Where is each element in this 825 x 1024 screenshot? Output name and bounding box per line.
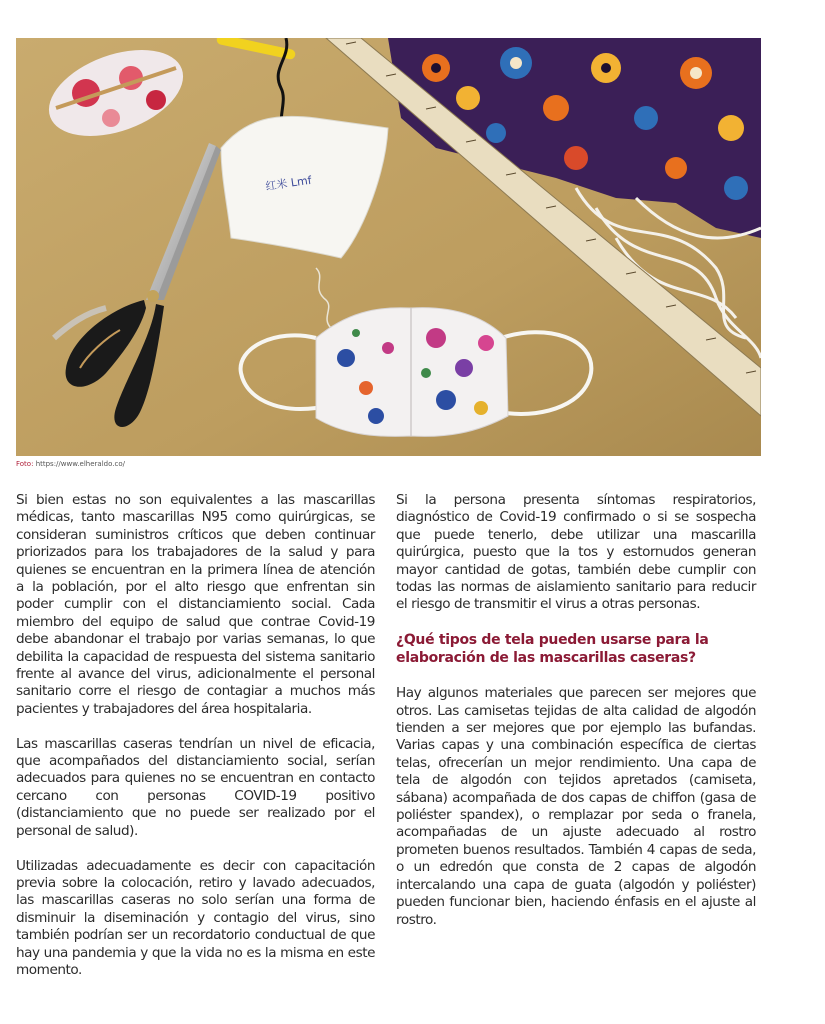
caption-source: https://www.elheraldo.co/	[35, 460, 125, 468]
right-column	[396, 492, 756, 946]
left-column	[16, 492, 375, 997]
section-heading: ¿Qué tipos de tela pueden usarse para la elaboración de las mascarillas caseras?	[396, 632, 709, 667]
photo-caption	[16, 460, 125, 468]
caption-label: Foto:	[16, 460, 34, 468]
paragraph: Si bien estas no son equivalentes a las mascarillas médicas, tanto mascarillas N95 como quirúrgicas, se consideran suministros críticos que deben continuar priorizados para los trabajadores de la salud y para quienes se encuentran en la primera línea de atención a la población, por el alto riesgo que enfrentan sin poder cumplir con el distanciamiento social. Cada miembro del equipo de salud que contrae Covid-19 debe abandonar el trabajo por varias semanas, lo que debilita la capacidad de respuesta del sistema sanitario frente al avance del virus, adicionalmente el personal sanitario corre el riesgo de contagiar a muchos más pacientes y trabajadores del área hospitalaria.	[16, 492, 375, 717]
paragraph: Las mascarillas caseras tendrían un nivel de eficacia, que acompañados del distanciamiento social, serían adecuados para quienes no se encuentran en contacto cercano con personas COVID-19 positivo (distanciamiento que no puede ser realizado por el personal de salud).	[16, 735, 375, 839]
pattern-handwriting: 红米 Lmf	[264, 173, 313, 194]
article-photo	[16, 38, 761, 456]
paragraph-body: Hay algunos materiales que parecen ser mejores que otros. Las camisetas tejidas de alta calidad de algodón tienden a ser mejores que por ejemplo las bufandas. Varias capas y una combinación específica de ciertas telas, ofrecerían un mejor rendimiento. Una capa de tela de algodón con tejidos apretados (camiseta, sábana) acompañada de dos capas de chiffon (gasa de poliéster spandex), o remplazar por seda o franela, acompañadas de un ajuste adecuado al rostro prometen buenos resultados. También 4 capas de seda, o un edredón que consta de 2 capas de algodón intercalando una capa de guata (algodón y poliéster) pueden funcionar bien, haciendo énfasis en el ajuste al rostro.	[396, 685, 756, 928]
paragraph: Utilizadas adecuadamente es decir con capacitación previa sobre la colocación, retiro y lavado adecuados, las mascarillas caseras no solo serían una forma de disminuir la diseminación y contagio del virus, sino también podrían ser un recordatorio conductual de que hay una pandemia y que la vida no es la misma en este momento.	[16, 857, 375, 978]
paragraph-intro: Si la persona presenta síntomas respiratorios, diagnóstico de Covid-19 confirmado o si se sospecha que puede tenerlo, debe utilizar una mascarilla quirúrgica, puesto que la tos y estornudos generan mayor cantidad de gotas, también debe cumplir con todas las normas de aislamiento sanitario para reducir el riesgo de transmitir el virus a otras personas.	[396, 492, 756, 613]
homemade-mask-sewing-illustration	[16, 38, 761, 456]
